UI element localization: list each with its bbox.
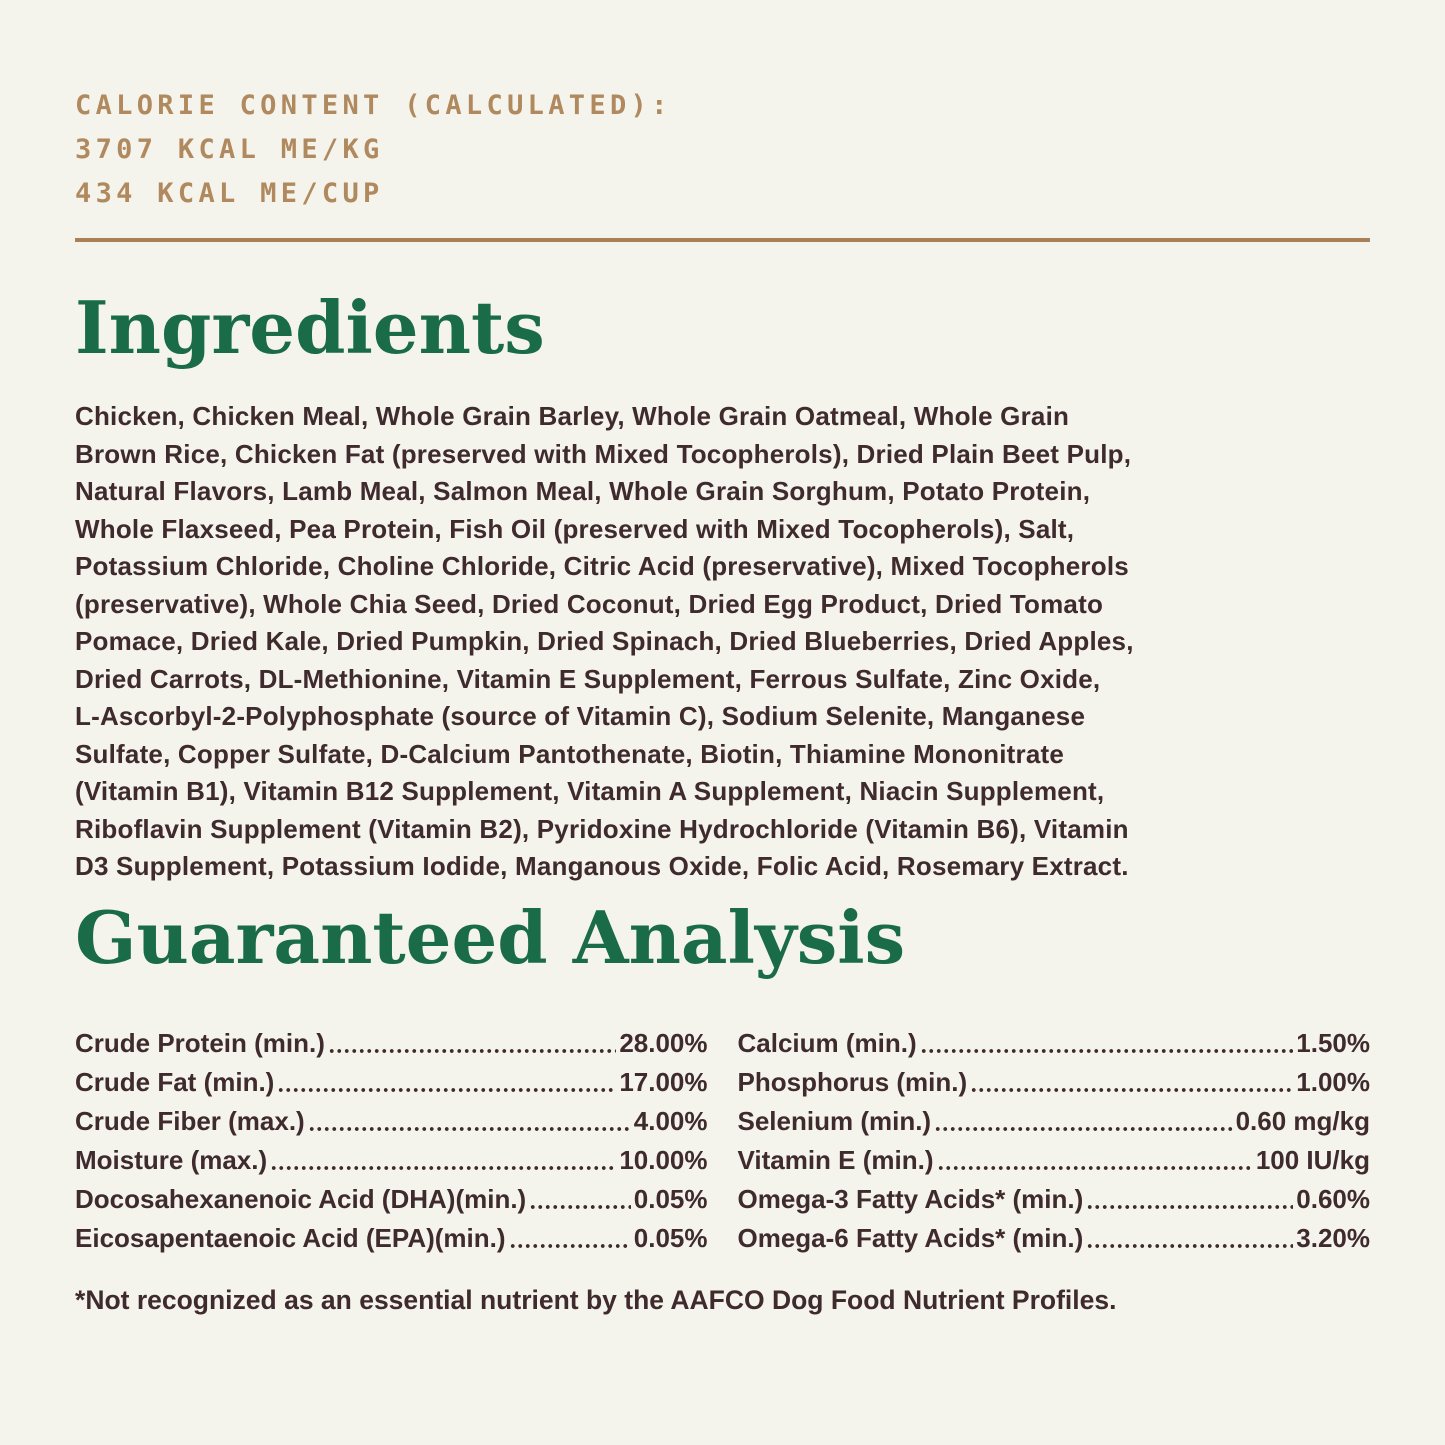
- analysis-value: 10.00%: [619, 1144, 708, 1175]
- ingredients-line: Whole Flaxseed, Pea Protein, Fish Oil (preserved with Mixed Tocopherols), Salt,: [75, 513, 1075, 544]
- ingredients-line: L-Ascorbyl-2-Polyphosphate (source of Vitamin C), Sodium Selenite, Manganese: [75, 701, 1086, 731]
- ingredients-line: D3 Supplement, Potassium Iodide, Manganous Oxide, Folic Acid, Rosemary Extract.: [75, 851, 1129, 881]
- analysis-value: 0.05%: [633, 1183, 708, 1214]
- analysis-row-epa: [75, 1219, 708, 1258]
- analysis-row-moisture: [75, 1141, 708, 1180]
- dot-leader: [277, 1063, 616, 1102]
- analysis-label: Crude Protein (min.): [75, 1027, 325, 1058]
- dot-leader: [529, 1180, 631, 1219]
- analysis-value: 1.00%: [1296, 1066, 1370, 1097]
- analysis-column-left: [75, 1024, 708, 1258]
- analysis-value: 0.60%: [1296, 1183, 1370, 1214]
- analysis-label: Selenium (min.): [737, 1105, 932, 1136]
- analysis-value: 4.00%: [633, 1105, 708, 1136]
- analysis-value: 1.50%: [1296, 1027, 1370, 1058]
- analysis-column-right: [738, 1024, 1371, 1258]
- ingredients-line: (Vitamin B1), Vitamin B12 Supplement, Vitamin A Supplement, Niacin Supplement,: [75, 776, 1105, 806]
- dot-leader: [270, 1141, 616, 1180]
- ingredients-line: Natural Flavors, Lamb Meal, Salmon Meal, Whole Grain Sorghum, Potato Protein,: [75, 476, 1091, 506]
- ingredients-line: Sulfate, Copper Sulfate, D-Calcium Pantothenate, Biotin, Thiamine Mononitrate: [75, 738, 1065, 769]
- analysis-row-selenium: [738, 1102, 1371, 1141]
- calorie-kcal-per-kg: 3707 KCAL ME/KG: [75, 134, 384, 165]
- calorie-content-heading: CALORIE CONTENT (CALCULATED):: [75, 90, 672, 121]
- ingredients-line: Brown Rice, Chicken Fat (preserved with Mixed Tocopherols), Dried Plain Beet Pulp,: [75, 438, 1132, 469]
- analysis-label: Calcium (min.): [737, 1027, 917, 1058]
- ingredients-line: (preservative), Whole Chia Seed, Dried Coconut, Dried Egg Product, Dried Tomato: [75, 588, 1104, 619]
- ingredients-paragraph: [75, 398, 1370, 886]
- calorie-kcal-per-cup: 434 KCAL ME/CUP: [75, 178, 384, 209]
- guaranteed-analysis-table: [75, 1024, 1370, 1258]
- analysis-row-omega-6: [738, 1219, 1371, 1258]
- dot-leader: [970, 1063, 1293, 1102]
- ingredients-line: Pomace, Dried Kale, Dried Pumpkin, Dried Spinach, Dried Blueberries, Dried Apples,: [75, 626, 1134, 656]
- calorie-content-block: [75, 0, 1370, 216]
- analysis-label: Moisture (max.): [75, 1144, 268, 1175]
- ingredients-line: Potassium Chloride, Choline Chloride, Citric Acid (preservative), Mixed Tocopherols: [75, 551, 1129, 581]
- analysis-label: Omega-6 Fatty Acids* (min.): [737, 1222, 1084, 1253]
- ingredients-line: Riboflavin Supplement (Vitamin B2), Pyridoxine Hydrochloride (Vitamin B6), Vitamin: [75, 813, 1129, 844]
- analysis-label: Eicosapentaenoic Acid (EPA)(min.): [75, 1222, 506, 1253]
- analysis-label: Crude Fat (min.): [75, 1066, 275, 1097]
- dot-leader: [328, 1024, 616, 1063]
- analysis-row-omega-3: [738, 1180, 1371, 1219]
- ingredients-line: Chicken, Chicken Meal, Whole Grain Barley, Whole Grain Oatmeal, Whole Grain: [75, 401, 1070, 431]
- analysis-value: 0.60 mg/kg: [1235, 1105, 1370, 1136]
- dot-leader: [308, 1102, 631, 1141]
- analysis-value: 3.20%: [1296, 1222, 1370, 1253]
- analysis-label: Crude Fiber (max.): [75, 1105, 305, 1136]
- ingredients-line: Dried Carrots, DL-Methionine, Vitamin E Supplement, Ferrous Sulfate, Zinc Oxide,: [75, 663, 1101, 694]
- ingredients-title: Ingredients: [75, 285, 545, 370]
- analysis-row-crude-protein: [75, 1024, 708, 1063]
- analysis-label: Vitamin E (min.): [737, 1144, 934, 1175]
- analysis-label: Phosphorus (min.): [737, 1066, 968, 1097]
- analysis-value: 28.00%: [619, 1027, 708, 1058]
- analysis-row-crude-fiber: [75, 1102, 708, 1141]
- dot-leader: [937, 1141, 1253, 1180]
- dot-leader: [1086, 1219, 1293, 1258]
- dot-leader: [509, 1219, 631, 1258]
- analysis-label: Omega-3 Fatty Acids* (min.): [737, 1183, 1084, 1214]
- analysis-label: Docosahexanenoic Acid (DHA)(min.): [75, 1183, 527, 1214]
- analysis-value: 100 IU/kg: [1255, 1144, 1370, 1175]
- dot-leader: [920, 1024, 1294, 1063]
- aafco-footnote: *Not recognized as an essential nutrient by the AAFCO Dog Food Nutrient Profiles.: [75, 1284, 1117, 1315]
- section-divider: [75, 238, 1370, 242]
- analysis-value: 17.00%: [619, 1066, 708, 1097]
- analysis-row-vitamin-e: [738, 1141, 1371, 1180]
- guaranteed-analysis-title: Guaranteed Analysis: [75, 894, 906, 980]
- analysis-value: 0.05%: [633, 1222, 708, 1253]
- analysis-row-phosphorus: [738, 1063, 1371, 1102]
- analysis-row-dha: [75, 1180, 708, 1219]
- analysis-row-calcium: [738, 1024, 1371, 1063]
- analysis-row-crude-fat: [75, 1063, 708, 1102]
- dot-leader: [934, 1102, 1233, 1141]
- dot-leader: [1086, 1180, 1293, 1219]
